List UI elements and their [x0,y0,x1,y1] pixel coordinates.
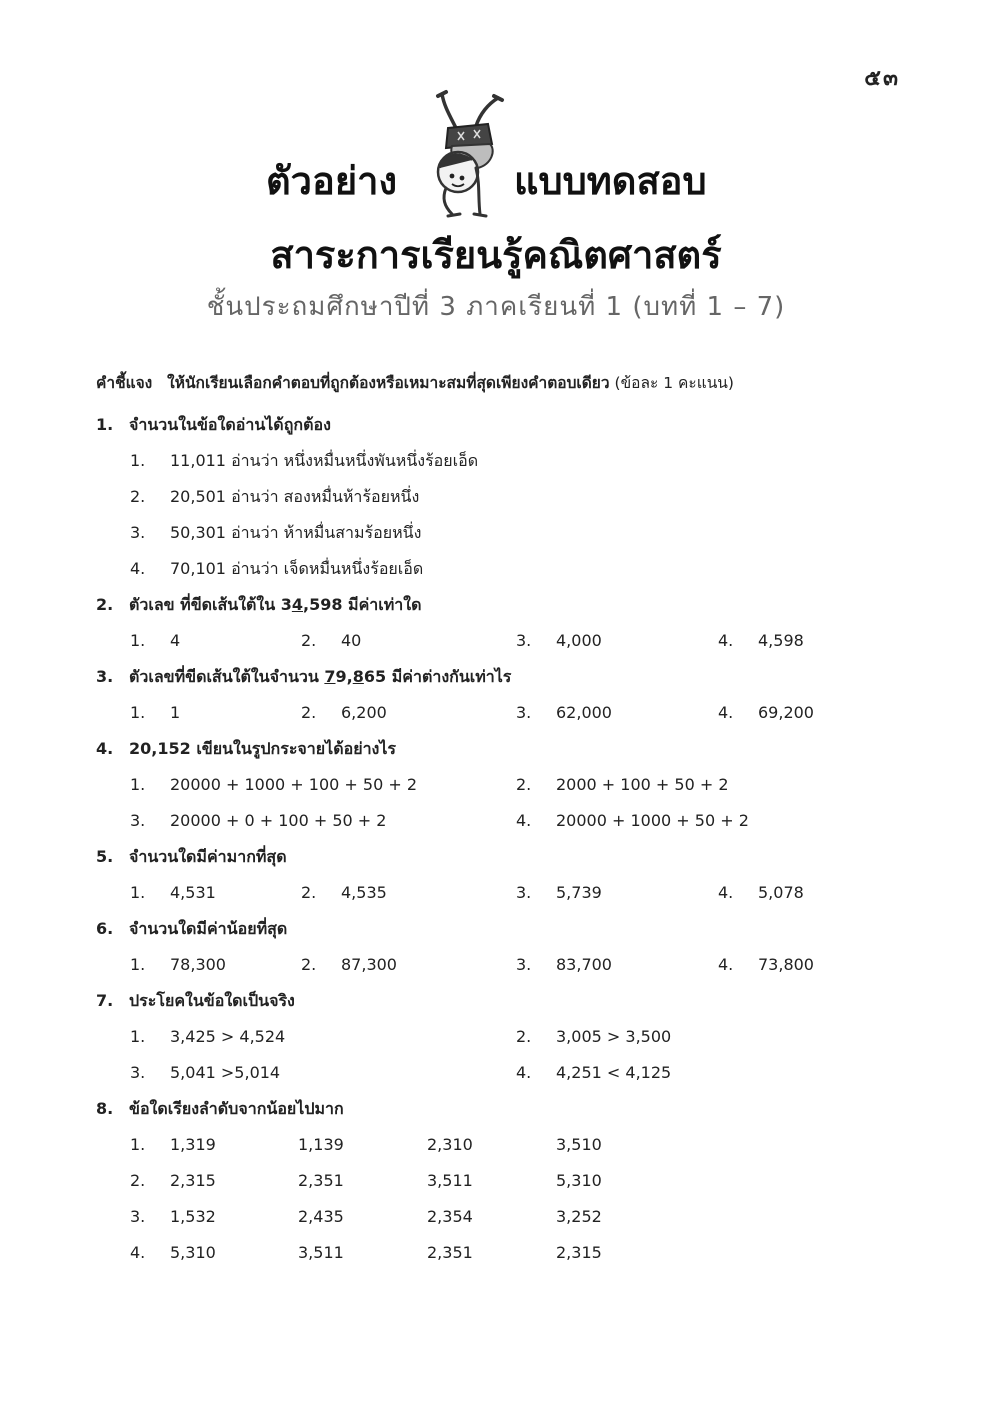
question-text: จำนวนใดมีค่าน้อยที่สุด [129,919,288,938]
choice-number: 1. [130,631,146,650]
question-text: จำนวนใดมีค่ามากที่สุด [129,847,287,866]
question-8 [96,1094,916,1274]
choice-number: 3. [130,523,146,542]
choice-option[interactable] [96,1238,916,1274]
choice-row [96,446,916,482]
choice-option[interactable] [516,698,612,728]
choice-option[interactable] [516,626,602,656]
choice-text: 5,078 [758,883,804,902]
question-number: 6. [96,919,114,938]
choice-text: 78,300 [170,955,226,974]
choice-number: 4. [516,1063,532,1082]
choice-option[interactable] [718,878,804,908]
question-text: จำนวนในข้อใดอ่านได้ถูกต้อง [129,415,331,434]
page-number: ๕๓ [864,66,900,91]
choice-text: 69,200 [758,703,814,722]
choice-text: 2000 + 100 + 50 + 2 [556,775,729,794]
sequence-value: 2,351 [427,1243,473,1262]
choice-option[interactable] [516,806,749,836]
choice-option[interactable] [516,1022,671,1052]
choice-text: 4,251 < 4,125 [556,1063,672,1082]
choice-option[interactable] [718,698,814,728]
choice-text: 4,535 [341,883,387,902]
choice-row [96,878,916,914]
sequence-value: 1,532 [170,1207,216,1226]
choice-option[interactable] [96,1166,916,1202]
choice-option[interactable] [301,626,361,656]
choice-number: 3. [516,703,532,722]
sequence-value: 5,310 [170,1243,216,1262]
choice-option[interactable] [130,1022,285,1052]
instructions-lead: คำชี้แจง [96,374,153,392]
question-stem [96,914,916,950]
sequence-value: 2,351 [298,1171,344,1190]
grade-line: ชั้นประถมศึกษาปีที่ 3 ภาคเรียนที่ 1 (บทที่ 1 – 7) [206,292,786,322]
choice-text: 62,000 [556,703,612,722]
choice-number: 4. [130,1243,146,1262]
choice-option[interactable] [301,878,387,908]
choice-number: 3. [130,811,146,830]
question-4 [96,734,916,842]
choice-option[interactable] [301,698,387,728]
sequence-value: 5,310 [556,1171,602,1190]
question-text-mid: 9, [335,667,353,686]
handstand-boy-icon [418,88,518,220]
question-5 [96,842,916,914]
choice-number: 4. [130,559,146,578]
title-left: ตัวอย่าง [266,159,397,203]
instructions-note: (ข้อละ 1 คะแนน) [614,374,734,392]
choice-text: 3,425 > 4,524 [170,1027,286,1046]
sequence-value: 1,139 [298,1135,344,1154]
choice-row [96,518,916,554]
subtitle: สาระการเรียนรู้คณิตศาสตร์ [270,233,722,277]
choice-option[interactable] [516,1058,671,1088]
question-text: ตัวเลขที่ขีดเส้นใต้ในจำนวน [129,667,325,686]
choice-text: 4,598 [758,631,804,650]
question-list [96,410,916,1274]
choice-number: 2. [130,1171,146,1190]
choice-text: 87,300 [341,955,397,974]
choice-option[interactable] [130,770,417,800]
choice-option[interactable] [130,626,180,656]
choice-number: 3. [130,1063,146,1082]
question-stem [96,842,916,878]
choice-number: 4. [718,631,734,650]
sequence-value: 3,511 [427,1171,473,1190]
choice-option[interactable] [130,518,421,548]
sequence-value: 3,511 [298,1243,344,1262]
sequence-value: 2,435 [298,1207,344,1226]
choice-number: 4. [718,703,734,722]
choice-option[interactable] [130,554,423,584]
choice-number: 1. [130,1027,146,1046]
choice-number: 1. [130,883,146,902]
choice-number: 3. [516,631,532,650]
choice-row [96,1058,916,1094]
choice-number: 4. [516,811,532,830]
question-stem [96,986,916,1022]
choice-row [96,554,916,590]
question-stem [96,662,916,698]
question-6 [96,914,916,986]
question-number: 7. [96,991,114,1010]
question-stem [96,590,916,626]
choice-number: 4. [718,955,734,974]
question-stem [96,410,916,446]
sequence-value: 2,310 [427,1135,473,1154]
choice-number: 2. [130,487,146,506]
choice-row [96,698,916,734]
question-number: 4. [96,739,114,758]
choice-option[interactable] [96,1202,916,1238]
choice-text: 20000 + 1000 + 100 + 50 + 2 [170,775,418,794]
choice-number: 1. [130,955,146,974]
underlined-digit: 7 [324,667,336,686]
choice-text: 40 [341,631,362,650]
underlined-digit: 4 [291,595,303,614]
choice-text: 4,000 [556,631,602,650]
choice-option[interactable] [301,950,397,980]
question-1 [96,410,916,590]
sequence-value: 2,315 [556,1243,602,1262]
choice-number: 3. [516,955,532,974]
sequence-value: 3,252 [556,1207,602,1226]
choice-text: 70,101 อ่านว่า เจ็ดหมื่นหนึ่งร้อยเอ็ด [170,559,424,578]
question-text: ข้อใดเรียงลำดับจากน้อยไปมาก [129,1099,344,1118]
choice-row [96,770,916,806]
question-number: 8. [96,1099,114,1118]
question-7 [96,986,916,1094]
choice-option[interactable] [516,770,729,800]
choice-text: 83,700 [556,955,612,974]
choice-text: 3,005 > 3,500 [556,1027,672,1046]
choice-text: 4,531 [170,883,216,902]
instructions [96,370,916,395]
question-stem [96,1094,916,1130]
choice-row [96,950,916,986]
instructions-body: ให้นักเรียนเลือกคำตอบที่ถูกต้องหรือเหมาะสมที่สุดเพียงคำตอบเดียว [167,374,610,392]
sequence-value: 2,354 [427,1207,473,1226]
sequence-value: 1,319 [170,1135,216,1154]
choice-text: 6,200 [341,703,387,722]
question-number: 1. [96,415,114,434]
sequence-value: 3,510 [556,1135,602,1154]
choice-text: 5,041 >5,014 [170,1063,281,1082]
choice-option[interactable] [130,806,386,836]
choice-option[interactable] [130,482,419,512]
question-text: ประโยคในข้อใดเป็นจริง [129,991,295,1010]
choice-number: 2. [516,775,532,794]
choice-option[interactable] [130,878,216,908]
question-number: 3. [96,667,114,686]
question-text-tail: ,598 มีค่าเท่าใด [303,595,422,614]
question-text: 20,152 เขียนในรูปกระจายได้อย่างไร [129,739,396,758]
choice-option[interactable] [718,950,814,980]
choice-option[interactable] [130,950,226,980]
choice-number: 1. [130,1135,146,1154]
choice-number: 4. [718,883,734,902]
choice-number: 1. [130,703,146,722]
choice-option[interactable] [130,698,180,728]
choice-row [96,626,916,662]
choice-text: 20000 + 1000 + 50 + 2 [556,811,749,830]
question-text: ตัวเลข ที่ขีดเส้นใต้ใน 3 [129,595,292,614]
choice-text: 4 [170,631,181,650]
choice-option[interactable] [130,1058,280,1088]
sequence-value: 2,315 [170,1171,216,1190]
choice-row [96,806,916,842]
choice-number: 2. [301,955,317,974]
choice-text: 20,501 อ่านว่า สองหมื่นห้าร้อยหนึ่ง [170,487,420,506]
choice-option[interactable] [130,446,478,476]
choice-text: 73,800 [758,955,814,974]
choice-option[interactable] [718,626,804,656]
choice-text: 20000 + 0 + 100 + 50 + 2 [170,811,387,830]
choice-text: 50,301 อ่านว่า ห้าหมื่นสามร้อยหนึ่ง [170,523,422,542]
choice-option[interactable] [516,950,612,980]
question-number: 5. [96,847,114,866]
title-right: แบบทดสอบ [514,159,707,203]
question-text-tail: 65 มีค่าต่างกันเท่าไร [363,667,512,686]
choice-option[interactable] [96,1130,916,1166]
underlined-digit: 8 [352,667,364,686]
choice-number: 2. [301,703,317,722]
choice-text: 5,739 [556,883,602,902]
choice-number: 1. [130,775,146,794]
question-number: 2. [96,595,114,614]
choice-text: 11,011 อ่านว่า หนึ่งหมื่นหนึ่งพันหนึ่งร้อยเอ็ด [170,451,479,470]
choice-text: 1 [170,703,181,722]
choice-number: 1. [130,451,146,470]
question-stem [96,734,916,770]
choice-number: 2. [301,883,317,902]
choice-number: 3. [130,1207,146,1226]
choice-row [96,482,916,518]
question-2 [96,590,916,662]
choice-row [96,1022,916,1058]
choice-number: 3. [516,883,532,902]
choice-option[interactable] [516,878,602,908]
question-3 [96,662,916,734]
choice-number: 2. [516,1027,532,1046]
title-row [0,88,992,220]
choice-number: 2. [301,631,317,650]
